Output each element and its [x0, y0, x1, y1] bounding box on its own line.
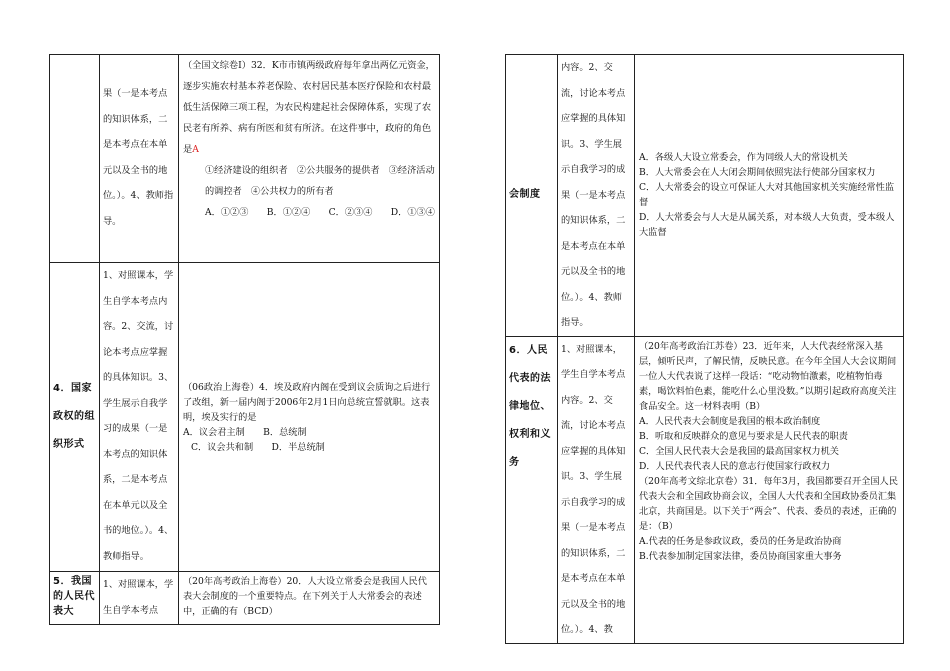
answer-mark: A: [192, 144, 199, 155]
table-row: [50, 572, 440, 625]
table-row: [50, 263, 440, 572]
question-cell: [179, 263, 440, 572]
option-b: B．人大常委会在人大闭会期间依照宪法行使部分国家权力: [639, 167, 876, 179]
topic-cell: [50, 263, 100, 572]
option-b: B.代表参加制定国家法律，委员协商国家重大事务: [639, 550, 842, 562]
topic-label: 会制度: [509, 189, 541, 201]
question-cell: [635, 55, 904, 337]
method-text: 果（一是本考点的知识体系，二是本考点在本单元以及全书的地位。）。4、教师指导。: [103, 88, 174, 227]
topic-cell: [506, 55, 558, 337]
option-a: A.代表的任务是参政议政，委员的任务是政治协商: [639, 535, 842, 547]
right-table: [505, 54, 904, 644]
method-text: 1、对照课本，学生自学本考点内容。2、交流，讨论本考点应掌握的具体知识。3、学生展示自我学习的成果（一是本考点的知识体系，二是本考点在本单元以及全书的地位。）。4、教师指导。: [103, 270, 174, 562]
question-cell: [635, 336, 904, 643]
option-a: A．各级人大设立常委会，作为同级人大的常设机关: [639, 152, 848, 164]
topic-label: 6．人民代表的法律地位、权利和义务: [509, 344, 551, 468]
method-cell: [100, 263, 179, 572]
option-c: C．人大常委会的设立可保证人大对其他国家机关实施经常性监督: [639, 182, 895, 209]
question-stem: （20年高考政治江苏卷）23．近年来，人大代表经常深入基层，倾听民声，了解民情，反映民意。在今年全国人大会议期间一位人大代表说了这样一段话：“吃动物怕激素，吃植物怕毒素，喝饮料怕色素，能吃什么心里没数。”以期引起政府高度关注食品安全。这一材料表明（B）: [639, 340, 897, 412]
topic-cell: [50, 55, 100, 263]
table-row: [50, 55, 440, 263]
topic-label: 5．我国的人民代表大: [53, 576, 95, 617]
method-cell: [100, 55, 179, 263]
left-page-body: [49, 54, 440, 625]
option-d: D．人大常委会与人大是从属关系，对本级人大负责，受本级人大监督: [639, 212, 895, 239]
left-table: [49, 54, 440, 625]
question-choices: A．①②③ B．①②④ C．②③④ D．①③④: [205, 207, 435, 218]
method-cell: [558, 336, 635, 643]
method-text: 内容。2、交流，讨论本考点应掌握的具体知识。3、学生展示自我学习的成果（一是本考点的知识体系，二是本考点在本单元以及全书的地位。）。4、教师指导。: [561, 62, 626, 328]
table-row: [506, 336, 904, 643]
question-stem: （20年高考文综北京卷）31．每年3月，我国都要召开全国人民代表大会和全国政协商会议，全国人大代表和全国政协委员汇集北京，共商国是。以下关于“两会”、代表、委员的表述，正确的是：（B）: [639, 475, 898, 532]
table-row: [506, 55, 904, 337]
question-options: ①经济建设的组织者 ②公共服务的提供者 ③经济活动的调控者 ④公共权力的所有者: [205, 165, 435, 197]
right-page: [505, 54, 904, 644]
question-cell: [179, 572, 440, 625]
option-a: A．人民代表大会制度是我国的根本政治制度: [639, 415, 821, 427]
method-cell: [100, 572, 179, 625]
method-text: 1、对照课本，学生自学本考点内容。2、交流，讨论本考点应掌握的具体知识。3、学生展示自我学习的成果（一是本考点的知识体系，二是本考点在本单元以及全书的地位。）。4、教: [561, 343, 626, 635]
question-stem: （06政治上海卷）4．埃及政府内阁在受到议会质询之后进行了改组，新一届内阁于2006年2月1日向总统宣誓就职。这表明，埃及实行的是: [183, 381, 431, 423]
question-stem: （全国文综卷Ⅰ）32．K市市镇两级政府每年拿出两亿元资金，逐步实施农村基本养老保险、农村居民基本医疗保险和农村最低生活保障三项工程，为农民构建起社会保障体系，实现了农民老有所养、病有所医和贫有所济。在这件事中，政府的角色是A: [183, 60, 435, 155]
topic-cell: [50, 572, 100, 625]
option-d: D．人民代表代表人民的意志行使国家行政权力: [639, 460, 831, 472]
question-stem: （20年高考政治上海卷）20．人大设立常委会是我国人民代表大会制度的一个重要特点。在下列关于人大常委会的表述中，正确的有（BCD）: [183, 576, 427, 617]
method-cell: [558, 55, 635, 337]
topic-cell: [506, 336, 558, 643]
option-b: B．听取和反映群众的意见与要求是人民代表的职责: [639, 430, 848, 442]
option-c: C．全国人民代表大会是我国的最高国家权力机关: [639, 445, 839, 457]
question-options: A．议会君主制 B．总统制: [183, 426, 307, 438]
question-options: C．议会共和制 D．半总统制: [191, 441, 325, 453]
topic-label: 4．国家政权的组织形式: [53, 383, 95, 450]
method-text: 1、对照课本，学生自学本考点: [103, 579, 174, 616]
question-cell: [179, 55, 440, 263]
